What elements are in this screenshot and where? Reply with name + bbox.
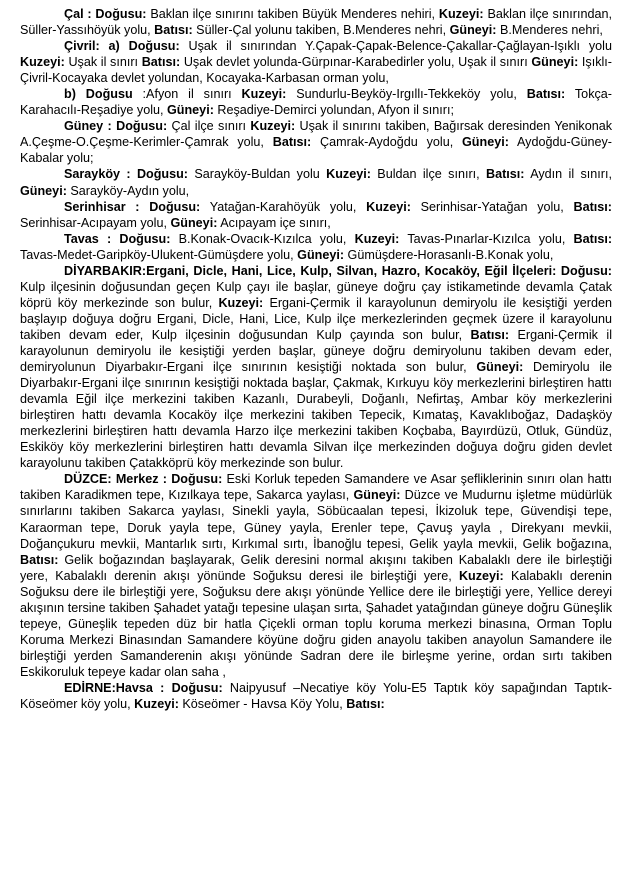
bold-label: Kuzeyi: <box>438 7 484 21</box>
bold-label: Kuzeyi: <box>354 231 400 246</box>
text-run: Çamrak-Aydoğdu yolu, <box>311 135 463 150</box>
text-run: Buldan ilçe sınırı, <box>370 167 487 182</box>
text-run: Çal ilçe sınırı <box>167 119 251 134</box>
bold-label: Güneyi: <box>170 215 218 230</box>
bold-label: Serinhisar : Doğusu: <box>64 199 201 214</box>
text-run: Reşadiye-Demirci yolundan, Afyon il sınırı; <box>213 103 454 118</box>
text-run: B.Konak-Ovacık-Kızılca yolu, <box>170 231 355 246</box>
bold-label: DİYARBAKIR:Ergani, Dicle, Hani, Lice, Kulp, Silvan, Hazro, Kocaköy, Eğil İlçeleri: Doğusu: <box>64 263 612 278</box>
bold-label: Kuzeyi: <box>366 199 411 214</box>
bold-label: Güneyi: <box>476 360 524 375</box>
bold-label: Batısı: <box>20 552 59 567</box>
bold-label: Güneyi: <box>167 103 214 118</box>
bold-label: Kuzeyi: <box>241 87 287 102</box>
bold-label: Batısı: <box>526 87 566 102</box>
bold-label: Güneyi: <box>462 135 509 150</box>
text-run: Aydoğdu-Güney-Kabalar yolu; <box>20 135 612 166</box>
bold-label: Güneyi: <box>20 183 67 198</box>
text-run: :Afyon il sınırı <box>132 87 242 102</box>
paragraph <box>20 166 612 198</box>
paragraph <box>20 680 612 712</box>
text-run: Tavas-Pınarlar-Kızılca yolu, <box>399 231 574 246</box>
text-run: Serinhisar-Yatağan yolu, <box>410 199 574 214</box>
bold-label: Güneyi: <box>353 488 401 503</box>
bold-label: Kuzeyi: <box>20 55 65 70</box>
bold-label: Batısı: <box>470 327 510 342</box>
paragraph <box>20 199 612 231</box>
bold-label: Batısı: <box>486 167 525 182</box>
bold-label: Batısı: <box>154 23 193 38</box>
text-run: Gelik boğazından başlayarak, Gelik deresini normal akışını takiben Kabalaklı dere ile birleştiği yere, Kabalaklı derenin akışı yönünde Soğuksu deresi ile birleştiği yere, <box>20 552 612 583</box>
text-run: Ergani-Çermik il karayolunun demiryolu ile kesiştiği yerden başlayıp doğuya doğru Ergani, Dicle, Hani, Lice, Kulp ilçe merkezlerinden geçmek üzere il karayolunu takiben devam eder, Kulp ilçesinin doğusundan Kulp çayında son bulur, <box>20 295 612 342</box>
bold-label: EDİRNE:Havsa : Doğusu: <box>64 680 223 695</box>
text-run: Işıklı-Çivril-Kocayaka devlet yolundan, Kocayaka-Karbasan orman yolu, <box>20 55 612 86</box>
text-run: Baklan ilçe sınırını takiben Büyük Menderes nehiri, <box>146 7 439 21</box>
text-run: Uşak il sınırı <box>64 55 142 70</box>
text-run: B.Menderes nehri, <box>496 23 603 38</box>
bold-label: Batısı: <box>346 697 385 712</box>
text-run: Acıpayam içe sınırı, <box>217 215 331 230</box>
text-run: Köseömer - Havsa Köy Yolu, <box>178 697 347 712</box>
paragraph <box>20 38 612 86</box>
text-run: Düzce ve Mudurnu işletme müdürlük sınırlarını takiben Sakarca yaylası, Sinekli yayla, Söbücaalan tepesi, İkizoluk tepe, Güvendişi tepe, Karaorman tepe, Doruk yayla tepe, Güney yayla, Erenler tepe, Çavuş yayla , Direkyanı mevkii, Doğançukuru mevkii, Mantarlık sırtı, Kırkımal sırtı, İbanoğlu tepesi, Gelik yayla mevkii, Gelik boğazına, <box>20 488 613 551</box>
bold-label: Güney : Doğusu: <box>64 119 168 134</box>
bold-label: Çivril: a) Doğusu: <box>64 39 180 54</box>
text-run: Tokça-Karahacılı-Reşadiye yolu, <box>20 87 612 118</box>
bold-label: DÜZCE: Merkez : Doğusu: <box>64 472 223 487</box>
text-run: Kalabaklı derenin Soğuksu dere ile birleştiği yere, Soğuksu dere akışı yönünde Yellice dere ile birleştiği yere, Yellice dereyi akışının tersine takiben Şahadet yatağı tepesine ulaşan sırta, Şahadet yatağından güneye doğru Güneşlik tepeye, Güneşlik tepeden düz bir hatla Çiçekli orman toplu koruma merkezi binasına, Orman Toplu Koruma Merkezi Binasından Samandere köyüne doğru giden anayolu takiben anayolun Samandere ile birleştiği yerden Samanderenin akışı yönünde Sadran dere ile birleşme yerine, ordan sırtı takiben Eskikoruluk tepeye kadar olan saha , <box>20 568 612 679</box>
bold-label: Batısı: <box>272 135 312 150</box>
text-run: Sarayköy-Buldan yolu <box>188 167 327 182</box>
bold-label: Güneyi: <box>297 247 345 262</box>
text-run: Kulp ilçesinin doğusundan geçen Kulp çayı ile başlar, güneye doğru çay istikametinde devamla Çatak köprü köy merkezinde son bulur, <box>20 279 612 310</box>
paragraph <box>20 471 612 680</box>
text-run: Serinhisar-Acıpayam yolu, <box>20 215 171 230</box>
text-run: Baklan ilçe sınırından, Süller-Yassıhöyük yolu, <box>20 7 612 38</box>
bold-label: Tavas : Doğusu: <box>64 231 171 246</box>
bold-label: Güneyi: <box>449 23 497 38</box>
paragraph <box>20 118 612 166</box>
text-run: Eski Korluk tepeden Samandere ve Asar şefliklerinin sınırı olan hattı takiben Karadikmen tepe, Kızılkaya tepe, Sakarca yaylası, <box>20 472 612 503</box>
bold-label: Kuzeyi: <box>134 697 179 712</box>
text-run: Gümüşdere-Horasanlı-B.Konak yolu, <box>344 247 554 262</box>
paragraph <box>20 6 612 38</box>
bold-label: b) Doğusu <box>64 87 133 102</box>
text-run: Uşak il sınırından Y.Çapak-Çapak-Belence-Çakallar-Çağlayan-Işıklı yolu <box>179 39 612 54</box>
text-run: Yatağan-Karahöyük yolu, <box>200 199 367 214</box>
bold-label: Kuzeyi: <box>458 568 504 583</box>
text-run: Süller-Çal yolunu takiben, B.Menderes nehri, <box>192 23 450 38</box>
paragraph <box>20 231 612 263</box>
bold-label: Batısı: <box>573 231 613 246</box>
text-run: Sarayköy-Aydın yolu, <box>66 183 190 198</box>
bold-label: Kuzeyi: <box>218 295 264 310</box>
text-run: Demiryolu ile Diyarbakır-Ergani ilçe sınırının kesiştiği noktada başlar, Çakmak, Kırkuyu köy merkezlerini birleştiren hattı devamla Eğil ilçe merkezini takiben Kazanlı, Durabeyli, Doğanlı, Nefirtaş, Ambar köy merkezlerini birleştiren hattı devamla Kocaköy ilçe merkezini takiben Tepecik, Kımataş, Kavaklıboğaz, Dadaşköy merkezlerini birleştiren hattı devamla Harzo ilçe merkezini takiben Koçbaba, Bayırdüzü, Otluk, Gündüz, Eskiköy köy merkezlerini birleştiren hattı devamla Silvan ilçe merkezinden doğuya doğru giden devlet karayolunu takiben Çatakköprü köy merkezinde son bulur. <box>20 360 612 471</box>
text-run: Sundurlu-Beyköy-Irgıllı-Tekkeköy yolu, <box>286 87 527 102</box>
bold-label: Kuzeyi: <box>326 167 371 182</box>
text-run: Uşak il sınırını takiben, Bağırsak deresinden Yenikonak A.Çeşme-O.Çeşme-Kerimler-Çamrak yolu, <box>20 119 613 150</box>
bold-label: Kuzeyi: <box>250 119 296 134</box>
text-run: Tavas-Medet-Garipköy-Ulukent-Gümüşdere yolu, <box>20 247 298 262</box>
bold-label: Sarayköy : Doğusu: <box>64 167 189 182</box>
paragraph <box>20 86 612 118</box>
bold-label: Batısı: <box>141 55 181 70</box>
text-run: Ergani-Çermik il karayolunun demiryolu ile kesiştiği yerden başlar, güneye doğru demiryolunu takiben devam eder, demiryolunun Diyarbakır-Ergani ilçe sınırının kesiştiği noktada son bulur, <box>20 327 612 375</box>
bold-label: Batısı: <box>573 199 612 214</box>
bold-label: Güneyi: <box>531 55 579 70</box>
paragraph <box>20 263 612 472</box>
text-run: Naipyusuf –Necatiye köy Yolu-E5 Taptık köy sapağından Taptık-Köseömer köy yolu, <box>20 680 612 712</box>
text-run: Aydın il sınırı, <box>524 167 612 182</box>
text-run: Uşak devlet yolunda-Gürpınar-Karabedirler yolu, Uşak il sınırı <box>180 55 532 70</box>
bold-label: Çal : Doğusu: <box>64 7 147 21</box>
